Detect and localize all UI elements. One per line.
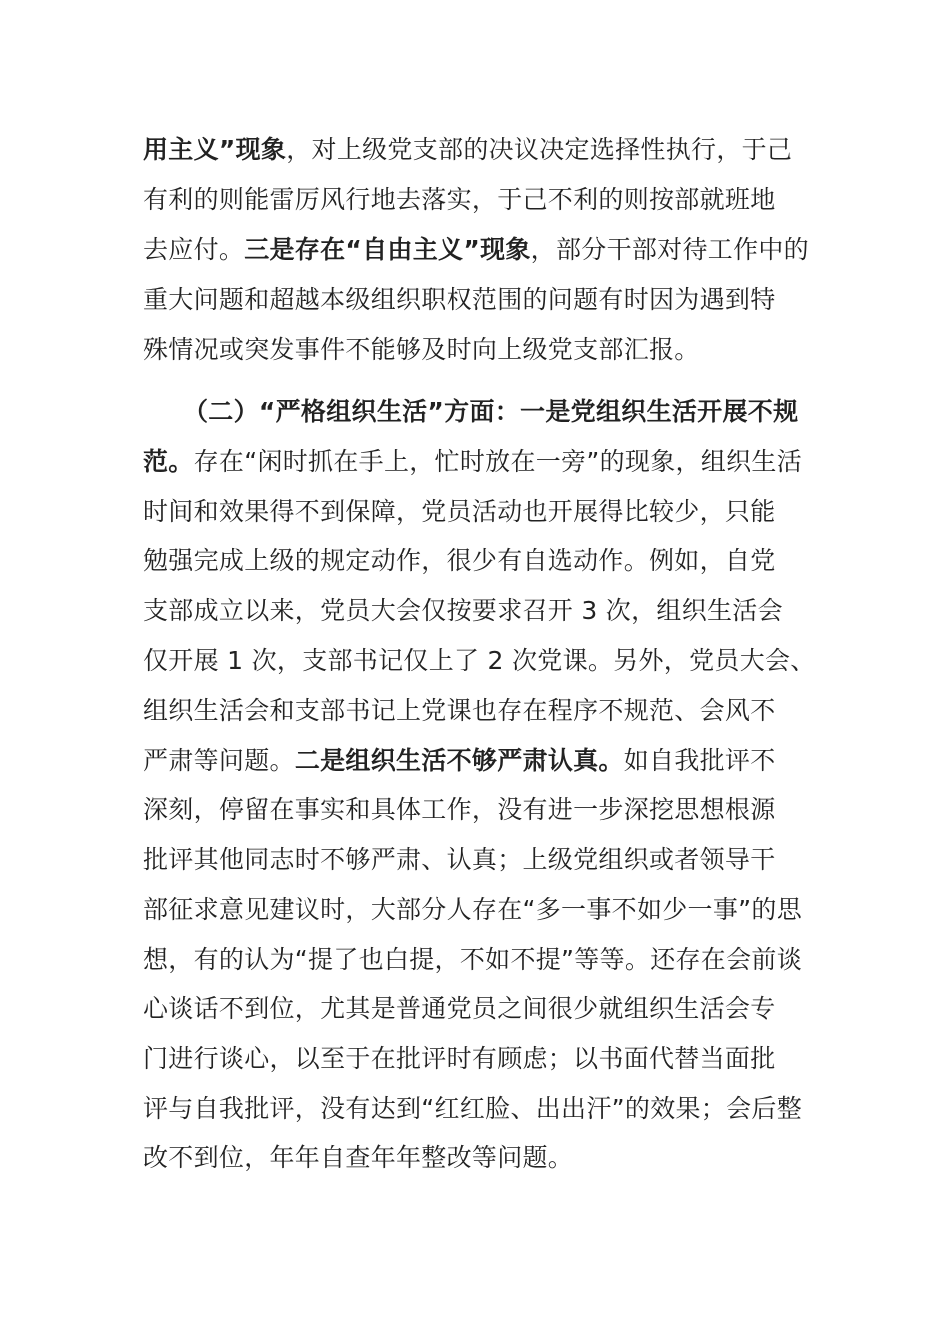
text-line-2 [143, 185, 776, 215]
bold-phrase: 二是组织生活不够严肃认真。 [294, 746, 624, 775]
text-line-5 [143, 335, 700, 365]
text-line-12 [143, 696, 776, 726]
text-span: 支部成立以来，党员大会仅按要求召开 3 次，组织生活会 [143, 596, 783, 625]
text-span: 心谈话不到位，尤其是普通党员之间很少就组织生活会专 [143, 994, 776, 1023]
text-line-18 [143, 994, 776, 1024]
text-span: ，对上级党支部的决议决定选择性执行，于己 [286, 135, 793, 164]
text-span: 想，有的认为“提了也白提，不如不提”等等。还存在会前谈 [143, 945, 803, 974]
text-span: 重大问题和超越本级组织职权范围的问题有时因为遇到特 [143, 285, 776, 314]
text-span: 如自我批评不 [623, 746, 776, 775]
text-line-9 [143, 546, 776, 576]
text-line-21 [143, 1143, 573, 1173]
text-span: 部征求意见建议时，大部分人存在“多一事不如少一事”的思 [143, 895, 803, 924]
bold-phrase: 三是存在“自由主义”现象 [244, 235, 531, 264]
text-span: 仅开展 1 次，支部书记仅上了 2 次党课。另外，党员大会、 [143, 646, 816, 675]
section-heading-line [183, 397, 798, 427]
text-line-20 [143, 1094, 802, 1124]
text-span: 时间和效果得不到保障，党员活动也开展得比较少，只能 [143, 497, 776, 526]
text-line-14 [143, 795, 776, 825]
text-line-4 [143, 285, 776, 315]
text-span: 深刻，停留在事实和具体工作，没有进一步深挖思想根源 [143, 795, 776, 824]
text-span: 去应付。 [143, 235, 245, 264]
section-heading: （二）“严格组织生活”方面：一是党组织生活开展不规 [183, 397, 799, 426]
text-span: 严肃等问题。 [143, 746, 295, 775]
text-span: 存在“闲时抓在手上，忙时放在一旁”的现象，组织生活 [193, 447, 803, 476]
text-line-11 [143, 646, 816, 676]
bold-phrase: 用主义”现象 [143, 135, 287, 164]
text-line-13 [143, 746, 776, 776]
text-line-16 [143, 895, 802, 925]
text-line-1 [143, 135, 792, 165]
text-line-8 [143, 497, 776, 527]
text-span: 组织生活会和支部书记上党课也存在程序不规范、会风不 [143, 696, 776, 725]
text-span: 有利的则能雷厉风行地去落实，于己不利的则按部就班地 [143, 185, 776, 214]
bold-phrase: 范。 [143, 447, 194, 476]
text-line-15 [143, 845, 776, 875]
text-span: 门进行谈心，以至于在批评时有顾虑；以书面代替当面批 [143, 1044, 776, 1073]
text-span: 评与自我批评，没有达到“红红脸、出出汗”的效果；会后整 [143, 1094, 803, 1123]
text-line-19 [143, 1044, 776, 1074]
text-span: 勉强完成上级的规定动作，很少有自选动作。例如，自党 [143, 546, 776, 575]
text-span: 改不到位，年年自查年年整改等问题。 [143, 1143, 574, 1172]
text-line-17 [143, 945, 802, 975]
text-line-10 [143, 596, 783, 626]
text-span: 殊情况或突发事件不能够及时向上级党支部汇报。 [143, 335, 700, 364]
text-span: ，部分干部对待工作中的 [530, 235, 809, 264]
text-line-7 [143, 447, 802, 477]
text-span: 批评其他同志时不够严肃、认真；上级党组织或者领导干 [143, 845, 776, 874]
text-line-3 [143, 235, 809, 265]
